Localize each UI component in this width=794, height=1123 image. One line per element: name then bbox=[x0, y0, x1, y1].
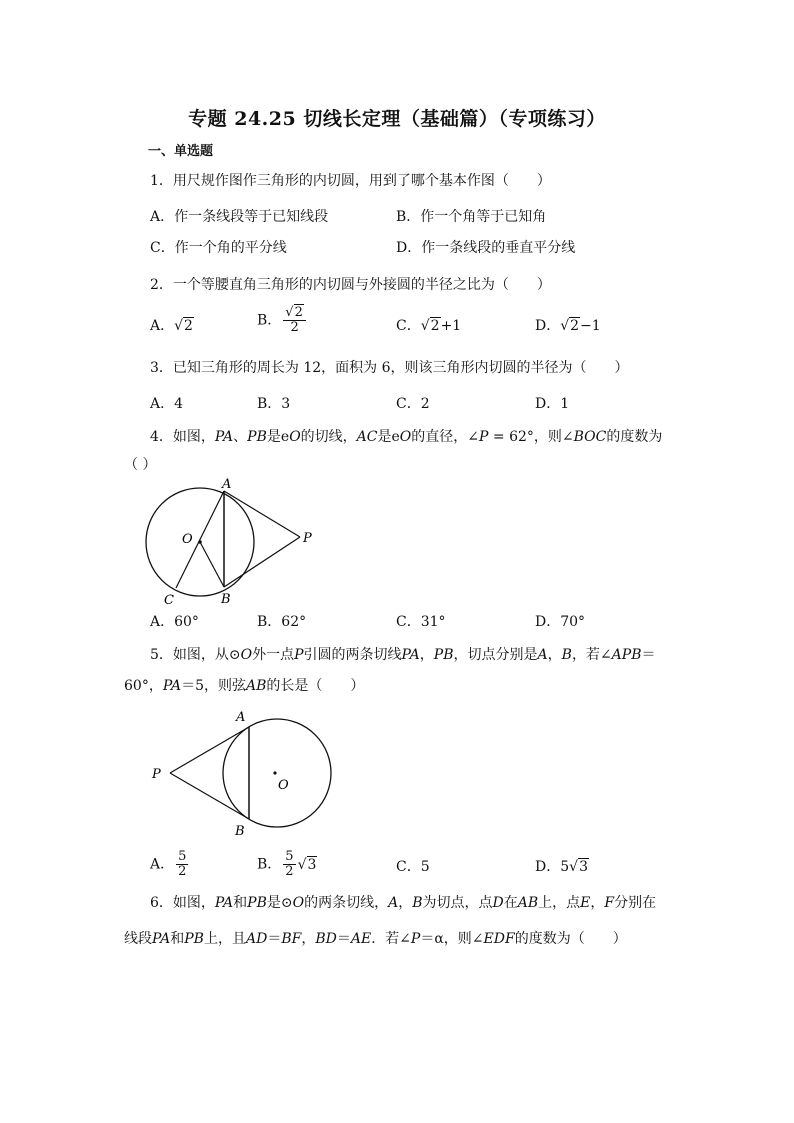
q3-option-b: B．3 bbox=[257, 396, 291, 412]
q5-label-o: O bbox=[278, 778, 289, 793]
q2-c-radicand: 2 bbox=[430, 318, 440, 334]
q5-option-d: D．5√3 bbox=[535, 859, 588, 875]
fraction: $\frac{5}{2}$ bbox=[285, 849, 294, 879]
q2-option-b-label: B． bbox=[257, 312, 282, 329]
q1-option-c: C．作一个角的平分线 bbox=[150, 240, 287, 256]
q2-d-radicand: 2 bbox=[570, 318, 580, 334]
question-3-stem: 3．已知三角形的周长为 12，面积为 6，则该三角形内切圆的半径为（ ） bbox=[150, 360, 629, 376]
q5-figure bbox=[148, 705, 338, 840]
q1-option-a: A．作一条线段等于已知线段 bbox=[150, 209, 329, 225]
q5-label-p: P bbox=[152, 767, 161, 782]
q4-radius-ob bbox=[200, 542, 224, 587]
q4-center-point bbox=[198, 540, 202, 544]
q4-label-a: A bbox=[222, 477, 232, 492]
q2-option-a-label: A． bbox=[150, 318, 175, 334]
q5-label-b: B bbox=[235, 824, 245, 839]
q2-b-denominator: 2 bbox=[290, 320, 299, 335]
q4-label-p: P bbox=[303, 531, 312, 546]
sqrt-symbol: √3 bbox=[569, 859, 588, 875]
q4-label-b: B bbox=[221, 592, 231, 607]
q5-tangent-pa bbox=[170, 727, 249, 773]
q2-option-b bbox=[257, 306, 308, 335]
q4-label-c: C bbox=[164, 593, 174, 608]
q1-option-b: B．作一个角等于已知角 bbox=[396, 209, 547, 225]
question-5-stem-line1: 5．如图，从⊙O外一点P引圆的两条切线PA，PB，切点分别是A，B，若∠APB＝ bbox=[150, 647, 656, 663]
q5-option-c: C．5 bbox=[396, 859, 430, 875]
q4-tangent-pb bbox=[224, 537, 300, 587]
q5-option-b: B． $\frac{5}{2}$ √3 bbox=[257, 849, 317, 879]
q1-option-d: D．作一条线段的垂直平分线 bbox=[396, 240, 576, 256]
q4-tangent-pa bbox=[224, 491, 300, 537]
page-title: 专题 24.25 切线长定理（基础篇）（专项练习） bbox=[188, 108, 606, 130]
sqrt-symbol: √2 bbox=[560, 318, 580, 334]
q4-option-c: C．31° bbox=[396, 614, 446, 630]
sqrt-symbol: √3 bbox=[297, 856, 317, 873]
q2-option-d bbox=[535, 316, 601, 336]
q2-option-c bbox=[396, 316, 461, 336]
question-6-stem-line2: 线段PA和PB上，且AD＝BF，BD＝AE．若∠P＝α，则∠EDF的度数为（ ） bbox=[124, 931, 627, 947]
q2-option-c-label: C． bbox=[396, 318, 421, 334]
q2-a-radicand: 2 bbox=[184, 318, 193, 334]
fraction: $\frac{5}{2}$ bbox=[178, 849, 187, 879]
q3-option-c: C．2 bbox=[396, 396, 430, 412]
q2-d-tail: −1 bbox=[580, 318, 601, 334]
sqrt-symbol: √2 bbox=[285, 305, 303, 320]
q4-label-o: O bbox=[182, 532, 193, 547]
question-4-stem: 4．如图，PA、PB是eO的切线，AC是eO的直径，∠P = 62°，则∠BOC的度数为 bbox=[150, 429, 663, 445]
q3-option-d: D．1 bbox=[535, 396, 570, 412]
q3-option-a: A．4 bbox=[150, 396, 184, 412]
question-6-stem-line1: 6．如图，PA和PB是⊙O的两条切线，A，B为切点，点D在AB上，点E，F分别在 bbox=[150, 895, 657, 911]
fraction bbox=[283, 306, 306, 335]
q2-option-d-label: D． bbox=[535, 318, 561, 334]
q5-center-point bbox=[273, 771, 276, 774]
sqrt-symbol: √2 bbox=[174, 318, 193, 334]
q2-option-a bbox=[150, 316, 194, 336]
q2-b-radicand: 2 bbox=[294, 305, 303, 320]
q5-tangent-pb bbox=[170, 773, 249, 819]
q4-option-b: B．62° bbox=[257, 614, 307, 630]
q2-c-tail: +1 bbox=[440, 318, 462, 334]
question-5-stem-line2: 60°，PA＝5，则弦AB的长是（ ） bbox=[124, 678, 365, 694]
question-4-answer-bracket: （ ） bbox=[124, 457, 157, 473]
sqrt-symbol: √2 bbox=[420, 318, 440, 334]
q4-figure bbox=[130, 475, 330, 610]
q4-option-d: D．70° bbox=[535, 614, 586, 630]
q5-label-a: A bbox=[236, 710, 246, 725]
q4-option-a: A．60° bbox=[150, 614, 199, 630]
section-heading: 一、单选题 bbox=[148, 144, 214, 159]
q5-circle bbox=[223, 719, 331, 827]
q5-option-a: A． $\frac{5}{2}$ bbox=[150, 849, 187, 879]
question-1-stem: 1．用尺规作图作三角形的内切圆，用到了哪个基本作图（ ） bbox=[150, 173, 551, 189]
question-2-stem: 2．一个等腰直角三角形的内切圆与外接圆的半径之比为（ ） bbox=[150, 277, 551, 293]
